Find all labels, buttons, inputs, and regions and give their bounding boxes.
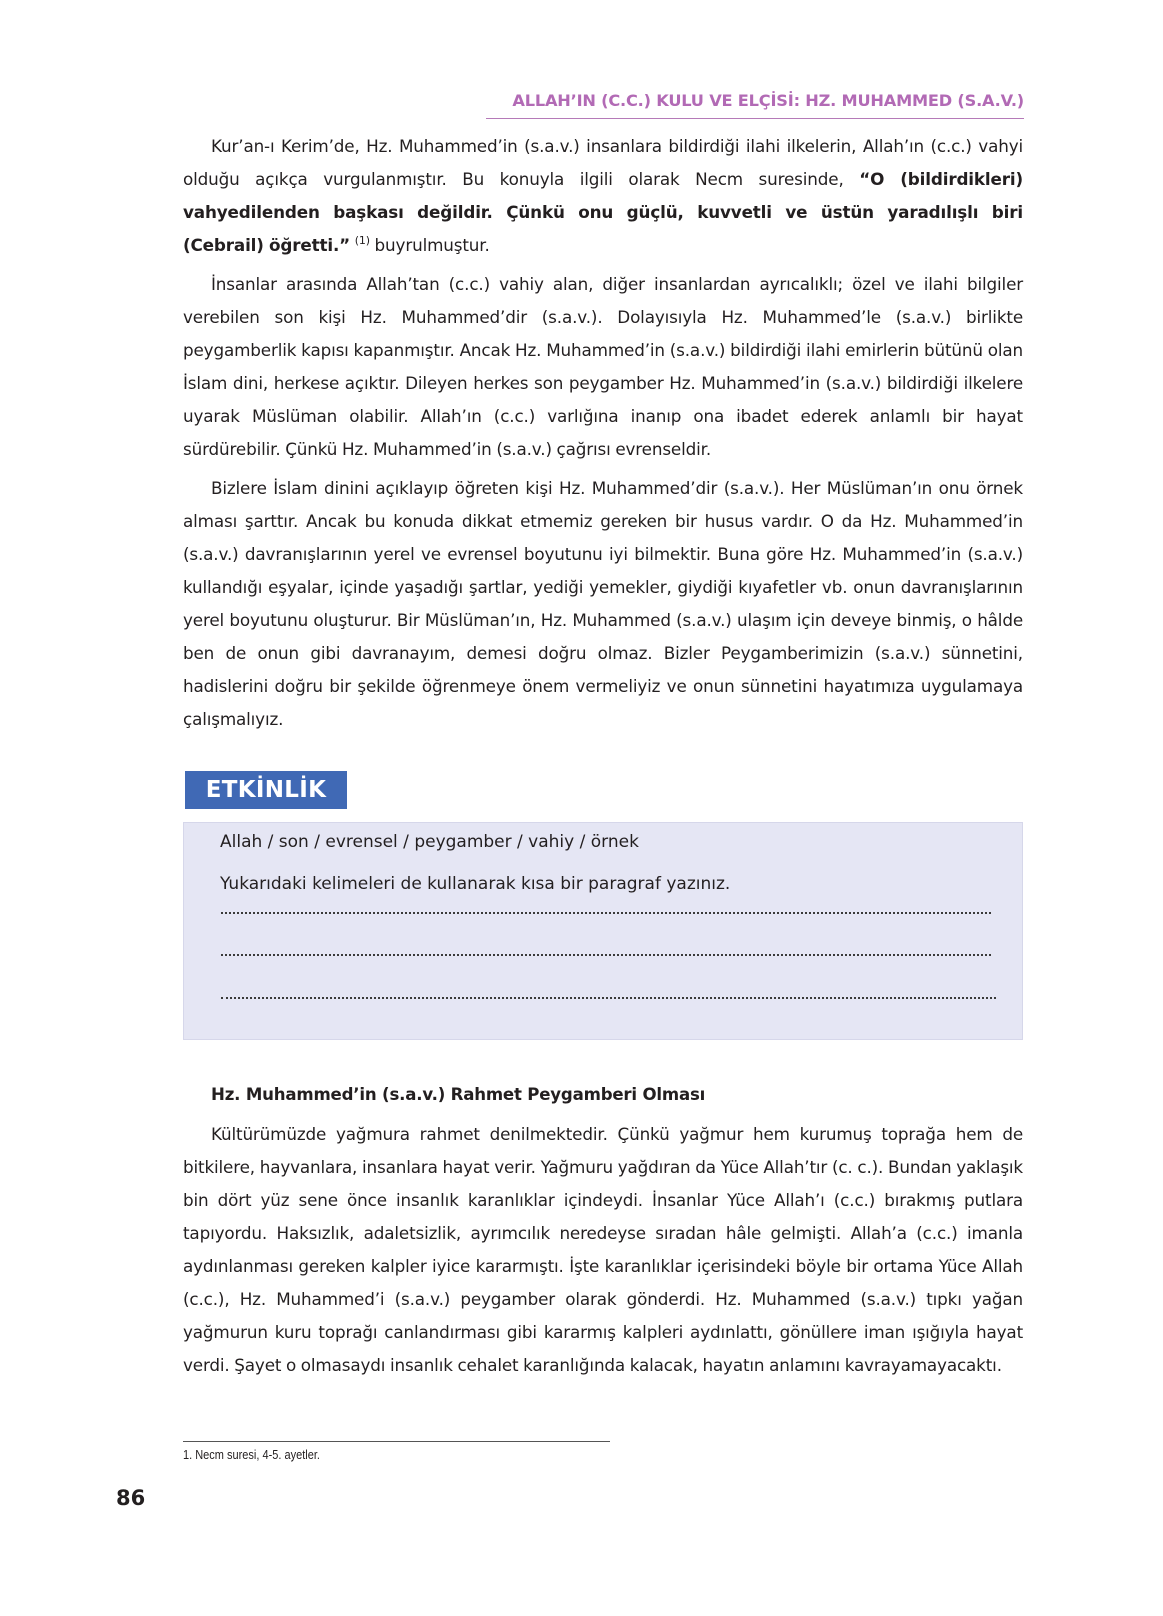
quran-quote: “O (bildirdikleri) vahyedilenden başkası değildir. Çünkü onu güçlü, kuvvetli ve üstün yaradılışlı biri (Cebrail) öğretti.” (183, 169, 1024, 255)
answer-line-3[interactable] (221, 995, 996, 999)
activity-badge: ETKİNLİK (185, 771, 347, 809)
paragraph-1-text: Kur’an-ı Kerim’de, Hz. Muhammed’in (s.a.v.) insanlara bildirdiği ilahi ilkelerin, Allah’ın (c.c.) vahyi olduğu açıkça vurgulanmıştır. Bu konuyla ilgili olarak Necm suresinde, (183, 136, 1023, 189)
activity-word-list: Allah / son / evrensel / peygamber / vahiy / örnek (220, 832, 639, 852)
section-heading: Hz. Muhammed’in (s.a.v.) Rahmet Peygamberi Olması (211, 1085, 706, 1104)
activity-instruction: Yukarıdaki kelimeleri de kullanarak kısa bir paragraf yazınız. (220, 874, 731, 894)
answer-line-2[interactable] (221, 952, 991, 956)
paragraph-2: İnsanlar arasında Allah’tan (c.c.) vahiy alan, diğer insanlardan ayrıcalıklı; özel ve ilahi bilgiler verebilen son kişi Hz. Muhammed’dir (s.a.v.). Dolayısıyla Hz. Muhammed’le (s.a.v.) birlikte peygamberlik kapısı kapanmıştır. Ancak Hz. Muhammed’in (s.a.v.) bildirdiği ilahi emirlerin bütünü olan İslam dini, herkese açıktır. Dileyen herkes son peygamber Hz. Muhammed’in (s.a.v.) bildirdiği ilkelere uyarak Müslüman olabilir. Allah’ın (c.c.) varlığına inanıp ona ibadet ederek anlamlı bir hayat sürdürebilir. Çünkü Hz. Muhammed’in (s.a.v.) çağrısı evrenseldir. (183, 274, 1023, 459)
paragraph-3: Bizlere İslam dinini açıklayıp öğreten kişi Hz. Muhammed’dir (s.a.v.). Her Müslüman’ın onu örnek alması şarttır. Ancak bu konuda dikkat etmemiz gereken bir husus vardır. O da Hz. Muhammed’in (s.a.v.) davranışlarının yerel ve evrensel boyutunu iyi bilmektir. Buna göre Hz. Muhammed’in (s.a.v.) kullandığı eşyalar, içinde yaşadığı şartlar, yediği yemekler, giydiği kıyafetler vb. onun davranışlarının yerel boyutunu oluşturur. Bir Müslüman’ın, Hz. Muhammed (s.a.v.) ulaşım için deveye binmiş, o hâlde ben de onun gibi davranayım, demesi doğru olmaz. Bizler Peygamberimizin (s.a.v.) sünnetini, hadislerini doğru bir şekilde öğrenmeye önem vermeliyiz ve onun sünnetini hayatımıza uygulamaya çalışmalıyız. (183, 478, 1023, 729)
paragraph-1 (183, 130, 1023, 262)
footnote-divider (183, 1441, 610, 1442)
footnote-reference[interactable]: (1) (354, 234, 370, 247)
paragraph-4: Kültürümüzde yağmura rahmet denilmektedir. Çünkü yağmur hem kurumuş toprağa hem de bitkilere, hayvanlara, insanlara hayat verir. Yağmuru yağdıran da Yüce Allah’tır (c. c.). Bundan yaklaşık bin dört yüz sene önce insanlık karanlıklar içindeydi. İnsanlar Yüce Allah’ı (c.c.) bırakmış putlara tapıyordu. Haksızlık, adaletsizlik, ayrımcılık neredeyse sıradan hâle gelmişti. Allah’a (c.c.) imanla aydınlanması gereken kalpler iyice kararmıştı. İşte karanlıklar içerisindeki böyle bir ortama Yüce Allah (c.c.), Hz. Muhammed’i (s.a.v.) peygamber olarak gönderdi. Hz. Muhammed (s.a.v.) tıpkı yağan yağmurun kuru toprağı canlandırması gibi kararmış kalpleri aydınlattı, gönüllere iman ışığıyla hayat verdi. Şayet o olmasaydı insanlık cehalet karanlığında kalacak, hayatın anlamını kavrayamayacaktı. (183, 1124, 1023, 1375)
page-number: 86 (116, 1486, 146, 1510)
answer-line-1[interactable] (221, 910, 991, 914)
paragraph-1-ending: buyrulmuştur. (369, 235, 490, 255)
page-header (486, 90, 1024, 119)
activity-box (183, 822, 1023, 1040)
main-text (183, 130, 1023, 742)
chapter-title: ALLAH’IN (C.C.) KULU VE ELÇİSİ: HZ. MUHAMMED (S.A.V.) (512, 91, 1024, 110)
footnote: 1. Necm suresi, 4-5. ayetler. (183, 1448, 320, 1462)
section-text (183, 1118, 1023, 1388)
